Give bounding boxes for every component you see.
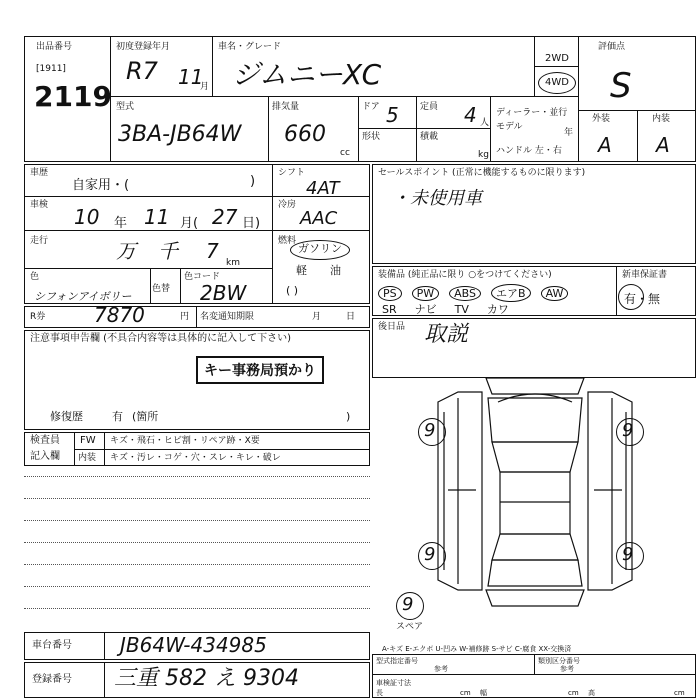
- shaken-m: 月(: [180, 216, 199, 231]
- color-label: 色: [30, 272, 40, 282]
- fuel-label: 燃料: [278, 236, 297, 246]
- model-label: 型式: [116, 102, 135, 112]
- chassis-label: 車台番号: [32, 640, 72, 651]
- shaken-month: 11: [144, 205, 170, 229]
- repair-value: 有: [112, 410, 123, 423]
- inspector-label-1: 検査員: [30, 435, 60, 446]
- color-value: シフォンアイボリー: [34, 290, 132, 303]
- history-label: 車歴: [30, 168, 49, 178]
- after-value: 取説: [424, 322, 469, 347]
- recycle-label: R券: [30, 312, 46, 322]
- footer-hei: 高: [588, 689, 595, 697]
- tire-rear-right-mark: 9: [622, 544, 634, 565]
- ac-label: 冷房: [278, 200, 297, 210]
- cap-label: 定員: [420, 102, 439, 112]
- model-value: 3BA-JB64W: [118, 122, 242, 147]
- equip-item: PS: [378, 286, 402, 301]
- grade-int: A: [656, 133, 670, 157]
- footer-dims-label: 車検証寸法: [376, 679, 411, 687]
- fuel-gas: ガソリン: [298, 242, 342, 255]
- regno-label: 登録番号: [32, 674, 72, 685]
- dealer-model-label: モデル: [496, 122, 523, 132]
- footer-ref1: 参考: [434, 665, 448, 673]
- recycle-unit: 円: [180, 312, 190, 322]
- fuel-light: 軽: [296, 264, 307, 277]
- load-label: 積載: [420, 132, 439, 142]
- equip-item: PW: [412, 286, 440, 301]
- color-code: 2BW: [200, 281, 247, 305]
- inspector-nai: 内装: [78, 453, 97, 463]
- tire-front-left-mark: 9: [424, 420, 436, 441]
- disp-unit: cc: [340, 148, 350, 158]
- dealer-handle: ハンドル 左・右: [496, 146, 562, 156]
- warranty-value: 有・無: [624, 292, 661, 306]
- fuel-oil: 油: [330, 264, 341, 277]
- load-unit: kg: [478, 150, 489, 160]
- history-close: ): [250, 174, 256, 189]
- equip-label: 装備品 (純正品に限り ○をつけてください): [378, 270, 552, 280]
- footer-class-label: 類別区分番号: [538, 657, 580, 665]
- repair-place: (箇所: [132, 410, 159, 423]
- footer-ref2: 参考: [560, 665, 574, 673]
- inspector-nai-text: キズ・汚レ・コゲ・穴・スレ・キレ・破レ: [110, 453, 281, 463]
- shaken-year: 10: [74, 205, 100, 229]
- recycle-value: 7870: [94, 303, 145, 327]
- recycle-tax-label: 名変通知期限: [200, 312, 255, 322]
- mileage-label: 走行: [30, 236, 49, 246]
- equip-item: ABS: [449, 286, 481, 301]
- lot-label: 出品番号: [36, 42, 73, 52]
- shaken-day: 27: [212, 205, 238, 229]
- dealer-year: 年: [564, 128, 574, 138]
- footer-cm-3: cm: [674, 689, 685, 697]
- mileage-sen: 千: [158, 239, 178, 263]
- grade-label: 評価点: [598, 42, 626, 52]
- legend-text: A-キズ E-エクボ U-凹み W-補修跡 S-サビ C-腐食 XX-交換済: [382, 645, 572, 653]
- repair-close: ): [346, 410, 351, 423]
- inspector-fw: FW: [80, 435, 96, 446]
- equip-row-2: [378, 298, 523, 317]
- recycle-month: 月: [312, 312, 322, 322]
- shaken-y: 年: [114, 216, 128, 231]
- notice-stamp: キー事務局預かり: [196, 356, 324, 384]
- equip-item: カワ: [486, 303, 509, 316]
- selling-text: ・未使用車: [392, 188, 482, 209]
- inspector-label-2: 記入欄: [30, 451, 60, 462]
- recycle-day: 日: [346, 312, 356, 322]
- doors-value: 5: [386, 103, 399, 127]
- disp-label: 排気量: [272, 102, 300, 112]
- notice-label: 注意事項申告欄 (不具合内容等は具体的に記入して下さい): [30, 333, 291, 344]
- mileage-unit: km: [226, 258, 240, 268]
- footer-cm-2: cm: [568, 689, 579, 697]
- equip-item: エアB: [491, 284, 531, 302]
- selling-frame: [372, 164, 696, 264]
- car-label: 車名・グレード: [218, 42, 282, 52]
- tire-rear-left-mark: 9: [424, 544, 436, 565]
- footer-cm-1: cm: [460, 689, 471, 697]
- shape-label: 形状: [362, 132, 381, 142]
- dealer-label: ディーラー・並行: [496, 108, 568, 118]
- equip-item: SR: [382, 303, 397, 316]
- cap-unit: 人: [480, 118, 490, 128]
- grade-score: S: [610, 66, 632, 106]
- selling-label: セールスポイント (正常に機能するものに限ります): [378, 168, 586, 178]
- repair-label: 修復歴: [50, 410, 83, 423]
- history-value: 自家用・(: [72, 178, 130, 193]
- warranty-label: 新車保証書: [622, 270, 668, 280]
- first-reg-month-suffix: 月: [200, 82, 210, 92]
- grade-ext-label: 外装: [592, 114, 611, 124]
- mileage-man: 万: [116, 239, 136, 263]
- shift-label: シフト: [278, 168, 306, 178]
- spare-mark: 9: [402, 594, 414, 615]
- cap-value: 4: [464, 103, 477, 127]
- footer-type-label: 型式指定番号: [376, 657, 418, 665]
- chassis-value: JB64W-434985: [120, 633, 267, 657]
- spare-label: スペア: [396, 622, 424, 632]
- after-label: 後日品: [378, 322, 406, 332]
- ac-value: AAC: [300, 208, 338, 229]
- drive-2wd: 2WD: [545, 53, 569, 64]
- doors-label: ドア: [362, 102, 380, 112]
- equip-item: TV: [454, 303, 469, 316]
- tire-front-right-mark: 9: [622, 420, 634, 441]
- shaken-label: 車検: [30, 200, 49, 210]
- car-name: ジムニーXC: [232, 58, 382, 91]
- equip-item: AW: [541, 286, 569, 301]
- car-diagram: [400, 372, 670, 622]
- grade-int-label: 内装: [652, 114, 671, 124]
- mileage-value: 7: [206, 239, 219, 263]
- disp-value: 660: [284, 122, 326, 147]
- color-code-label: 色コード: [184, 272, 221, 282]
- inspector-fw-text: キズ・飛石・ヒビ割・リペア跡・X要: [110, 436, 260, 446]
- first-reg-label: 初度登録年月: [116, 42, 171, 52]
- first-reg-month: 11: [178, 65, 204, 89]
- lot-code: [1911]: [36, 64, 66, 74]
- fuel-paren: ( ): [286, 284, 299, 297]
- drive-4wd: 4WD: [545, 77, 569, 88]
- equip-item: ナビ: [414, 303, 437, 316]
- grade-ext: A: [598, 133, 612, 157]
- lot-number: 2119: [34, 80, 112, 113]
- first-reg-year: R7: [126, 57, 158, 85]
- shift-value: 4AT: [306, 178, 340, 199]
- regno-value: 三重 582 え 9304: [114, 666, 299, 691]
- after-frame: [372, 318, 696, 378]
- shaken-d: 日): [242, 216, 261, 231]
- footer-wid: 幅: [480, 689, 487, 697]
- footer-len: 長: [376, 689, 383, 697]
- color-repaint-label: 色替: [152, 284, 171, 294]
